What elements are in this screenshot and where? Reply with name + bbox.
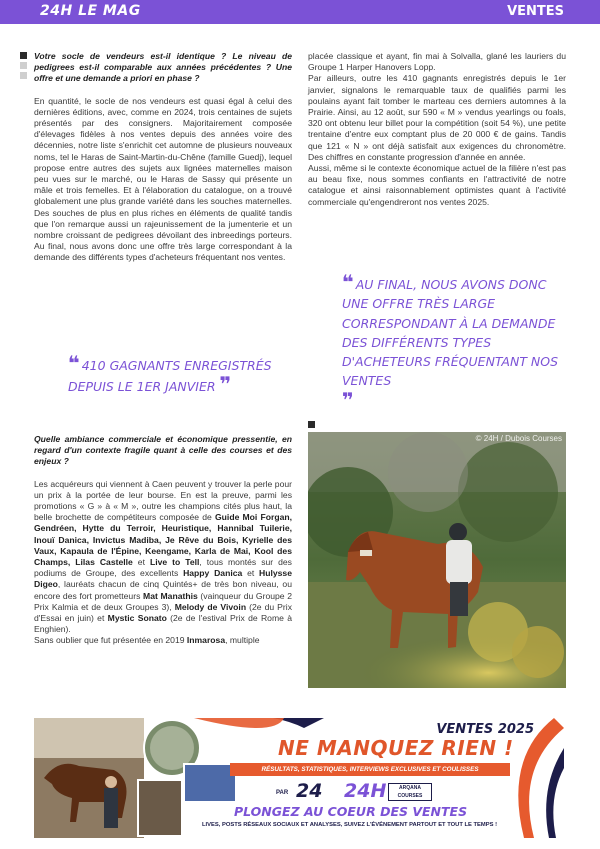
marker-square-light — [20, 62, 27, 69]
ad-subheadline: PLONGEZ AU COEUR DES VENTES — [234, 804, 468, 819]
section-label: VENTES — [507, 4, 564, 19]
photo-credit: © 24H / Dubois Courses — [475, 434, 562, 443]
right-paragraph-3: Aussi, même si le contexte économique actuel de la filière n'est pas au beau fixe, nous sommes confiants en l'attractivité de notre catalogue et ainsi raisonnablement optimistes quant à l'activité commerciale qu'engendreront nos ventes 2025. — [308, 163, 566, 207]
ad-par-label: PAR — [276, 790, 289, 796]
close-quote-icon: ❞ — [219, 372, 230, 396]
horse-photo-illustration — [308, 432, 566, 688]
ad-logo-24: 24 — [296, 780, 323, 802]
marker-square-dark — [20, 52, 27, 59]
open-quote-icon: ❝ — [68, 351, 78, 375]
left-column-top — [34, 51, 292, 275]
open-quote-icon: ❝ — [342, 270, 352, 294]
interview-question-1: Votre socle de vendeurs est-il identique ? Le niveau de pedigrees est-il comparable aux années précédentes ? Une offre et une demande a priori en phase ? — [34, 51, 292, 84]
ad-headline: NE MANQUEZ RIEN ! — [278, 736, 514, 760]
right-column — [308, 51, 566, 208]
horse-photo — [308, 432, 566, 688]
ad-band: RÉSULTATS, STATISTIQUES, INTERVIEWS EXCLUSIVES ET COULISSES — [230, 763, 510, 776]
answer-paragraph-1: En quantité, le socle de nos vendeurs est quasi égal à celui des dernières éditions, avec, comme en 2024, trois centaines de sujets présentés par des consigners. Majoritairement composée d'élevages fidèles à nos ventes depuis des années voire des décennies, notre liste s'enrichit cet automne de plusieurs nouveaux noms, tel le Haras de Saint-Martin-du-Chêne (famille Guedj), lequel propose entre autres des sujets aux lignées maternelles maison peu vues sur le marché, ou le Haras de Sassy qui présente un mâle et trois femelles. Et à l'élaboration du catalogue, on a trouvé globalement une plus grande variété dans les souches maternelles. Des souches de plus en plus riches en éléments de qualité tandis que l'on remarque aussi un rajeunissement de la jumenterie et un nombre croissant de pedigrees dévoilant des inbreedings porteurs. Au final, nous avons donc une offre très large correspondant à la demande des différents types d'acheteurs fréquentant nos ventes. — [34, 95, 292, 263]
pull-quote-left — [68, 351, 288, 396]
page-header — [0, 0, 600, 24]
right-paragraph-2: Par ailleurs, outre les 410 gagnants enregistrés depuis le 1er janvier, signalons le remarquable taux de qualifiés parmi les poulains ayant fait tomber le marteau ces derniers automnes à la Prairie. Ainsi, au 12 août, sur 590 « M » vendus yearlings ou foals, 320 ont obtenu leur billet pour la compétition (soit 54 %), une petite trentaine d'entre eux comptant plus de 20 000 € de gains. Tandis que 121 « N » ont déjà satisfait aux exigences du chronomètre. Des chiffres en constante progression d'année en année. — [308, 73, 566, 162]
close-quote-icon: ❞ — [342, 387, 352, 412]
marker-square-light — [20, 72, 27, 79]
ad-title-ventes: VENTES 2025 — [436, 722, 534, 737]
left-column-bottom — [34, 434, 292, 647]
right-paragraph-1: placée classique et ayant, fin mai à Solvalla, glané les lauriers du Groupe 1 Harper Hanovers Lopp. — [308, 51, 566, 73]
pull-quote-right — [342, 270, 562, 412]
interview-question-2: Quelle ambiance commerciale et économique pressentie, en regard d'un contexte fragile quant à celle des courses et des enjeux ? — [34, 434, 292, 467]
advertisement-banner[interactable] — [34, 718, 564, 838]
ad-logo-24h: 24H — [344, 780, 387, 802]
pull-quote-text: 410 GAGNANTS ENREGISTRÉS DEPUIS LE 1ER JANVIER — [68, 358, 272, 394]
marker-square-dark — [308, 421, 315, 428]
answer-paragraph-2: Les acquéreurs qui viennent à Caen peuvent y trouver la perle pour un prix à la portée de leur bourse. En est la preuve, parmi les promotions « G » à « M », outre les champions cités plus haut, la belle brochette de compétiteurs composée de Guide Moi Forgan, Gendréen, Hytte du Terroir, Heuristique, Hannibal Tuilerie, Inouï Danica, Invictus Madiba, Je Rêve du Bois, Kyrielle des Vaux, Kapaula de l'Épine, Keengame, Karla de Mai, Kool des Champs, Lilas Castelle et Live to Tell, tous montés sur des podiums de Groupe, des excellents Happy Danica et Hulysse Digeo, lauréats chacun de cinq Quintés+ de très bon niveau, ou encore des fort prometteurs Mat Manathis (vainqueur du Groupe 2 Prix Kalmia et de deux Groupes 3), Melody de Vivoin (2e du Prix d'Essai en juin) et Mystic Sonato (2e de l'estival Prix de Rome à Enghien). Sans oublier que fut présentée en 2019 Inmarosa, multiple — [34, 478, 293, 646]
magazine-title: 24H LE MAG — [40, 3, 141, 19]
horse-names: Guide Moi Forgan, Gendréen, Hytte du Terroir, Heuristique, Hannibal Tuilerie, Inouï Danica, Invictus Madiba, Je Rêve du Bois, Kyrielle des Vaux, Kapaula de l'Épine, Keengame, Karla de Mai, Kool des Champs, Lilas Castelle — [34, 512, 293, 568]
pull-quote-text: AU FINAL, NOUS AVONS DONC UNE OFFRE TRÈS LARGE CORRESPONDANT À LA DEMANDE DES DIFFÉRENTS TYPES D'ACHETEURS FRÉQUENTANT NOS VENTES — [342, 277, 559, 389]
ad-partner-logo: ARQANA COURSES — [388, 783, 432, 801]
ad-tagline: LIVES, POSTS RÉSEAUX SOCIAUX ET ANALYSES, SUIVEZ L'ÉVÉNEMENT PARTOUT ET TOUT LE TEMPS ! — [202, 822, 498, 828]
